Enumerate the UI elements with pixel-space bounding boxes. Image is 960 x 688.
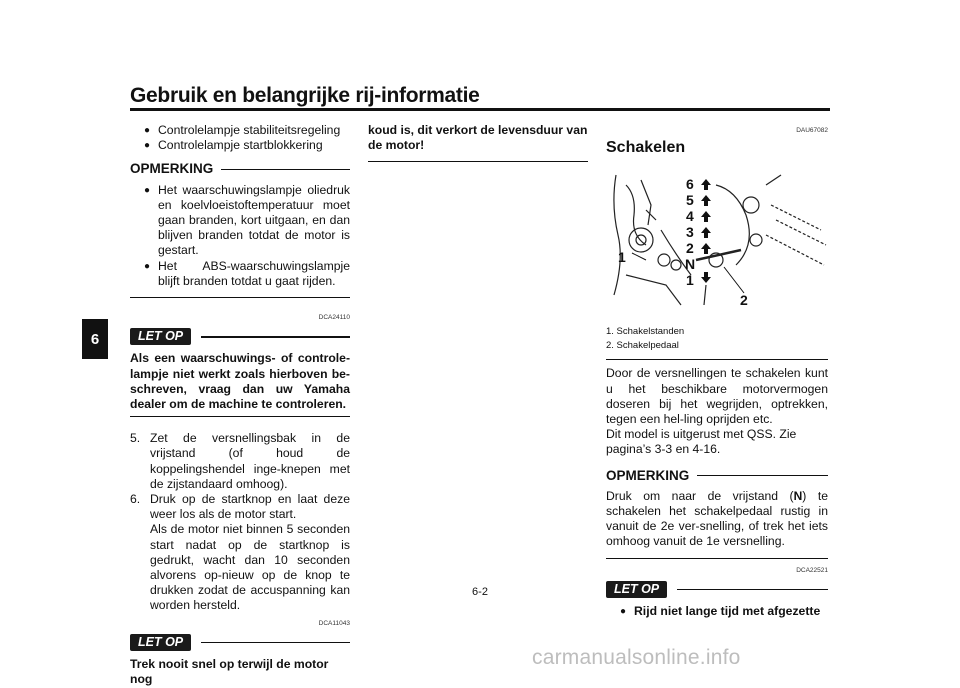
gear-label: 1 <box>686 272 694 289</box>
caution-heading <box>606 581 828 598</box>
column-3 <box>606 123 828 619</box>
note-heading: OPMERKING <box>130 161 350 176</box>
caption-item: 1. Schakelstanden <box>606 326 685 338</box>
note-item: ● Het ABS-waarschuwingslampje blijft branden totdat u gaat rijden. <box>140 259 350 289</box>
column-1 <box>130 123 350 688</box>
chapter-tab: 6 <box>82 319 108 359</box>
arrow-up-icon <box>701 227 711 238</box>
caution-badge: LET OP <box>606 581 667 598</box>
gear-label: 6 <box>686 176 694 193</box>
step-item: 5. Zet de versnellingsbak in de vrijstand (of houd de koppelingshendel inge-knepen met de zijstandaard omhoog). <box>130 431 350 491</box>
shift-pedal-illustration <box>606 165 828 307</box>
note-item: ● Het waarschuwingslampje oliedruk en koelvloeistoftemperatuur moet gaan branden, kort uitgaan, en dan blijven branden totdat de motor is gestart. <box>140 183 350 259</box>
gear-label: 2 <box>686 240 694 257</box>
gear-label: 3 <box>686 224 694 241</box>
callout-number: 2 <box>740 292 748 308</box>
callout-number: 1 <box>618 249 626 266</box>
section-title: Schakelen <box>606 139 686 157</box>
caution-text: Als een waarschuwings- of controle-lampje niet werkt zoals hierboven be-schreven, vraag dan uw Yamaha dealer om de machine te controleren. <box>130 351 350 417</box>
page-title: Gebruik en belangrijke rij-informatie <box>130 84 480 107</box>
note-body <box>130 183 350 298</box>
caution-badge: LET OP <box>130 634 191 651</box>
caution-heading <box>130 328 350 345</box>
caution-text-continued: koud is, dit verkort de levensduur van de motor! <box>368 123 588 162</box>
caution-badge: LET OP <box>130 328 191 345</box>
gear-label: 4 <box>686 208 694 225</box>
watermark: carmanualsonline.info <box>532 646 741 669</box>
arrow-up-icon <box>701 243 711 254</box>
gear-label: N <box>685 256 696 273</box>
doc-code: DCA11043 <box>318 619 350 627</box>
caution-text: Trek nooit snel op terwijl de motor nog <box>130 657 329 687</box>
page-number: 6-2 <box>472 586 488 598</box>
list-item: ● Controlelampje stabiliteitsregeling <box>140 123 350 138</box>
paragraph: Dit model is uitgerust met QSS. Zie pagina’s 3-3 en 4-16. <box>606 427 797 457</box>
column-2 <box>368 123 588 162</box>
arrow-down-icon <box>701 272 711 283</box>
neutral-n-icon: N <box>793 488 803 503</box>
gear-label: 5 <box>686 192 694 209</box>
arrow-up-icon <box>701 211 711 222</box>
shift-figure <box>606 165 828 307</box>
doc-code: DCA24110 <box>318 314 350 322</box>
note-heading: OPMERKING <box>606 468 828 483</box>
arrow-up-icon <box>701 195 711 206</box>
list-item: ● Controlelampje startblokkering <box>140 138 350 153</box>
caution-heading <box>130 634 350 651</box>
note-body: Druk om naar de vrijstand (N) te schakelen het schakelpedaal rustig in vanuit de 2e ver-snelling, of trek het iets omhoog vanuit de 1e versnelling. <box>606 489 828 559</box>
step-item: 6. Druk op de startknop en laat deze weer los als de motor start. Als de motor niet binnen 5 seconden start nadat op de startknop is gedrukt, wacht dan 10 seconden alvorens op-nieuw op de knop te drukken zodat de accuspanning kan worden hersteld. <box>130 492 350 613</box>
paragraph: Door de versnellingen te schakelen kunt u het beschikbare motorvermogen doseren bij het wegrijden, optrekken, tegen een hel-ling oprijden etc. <box>606 366 828 427</box>
doc-code: DCA22521 <box>796 566 828 574</box>
caption-item: 2. Schakelpedaal <box>606 340 679 352</box>
caution-item: ● Rijd niet lange tijd met afgezette <box>616 604 828 619</box>
arrow-up-icon <box>701 179 711 190</box>
title-rule <box>130 108 830 111</box>
figure-captions <box>606 325 828 360</box>
doc-code: DAU67082 <box>796 127 828 134</box>
